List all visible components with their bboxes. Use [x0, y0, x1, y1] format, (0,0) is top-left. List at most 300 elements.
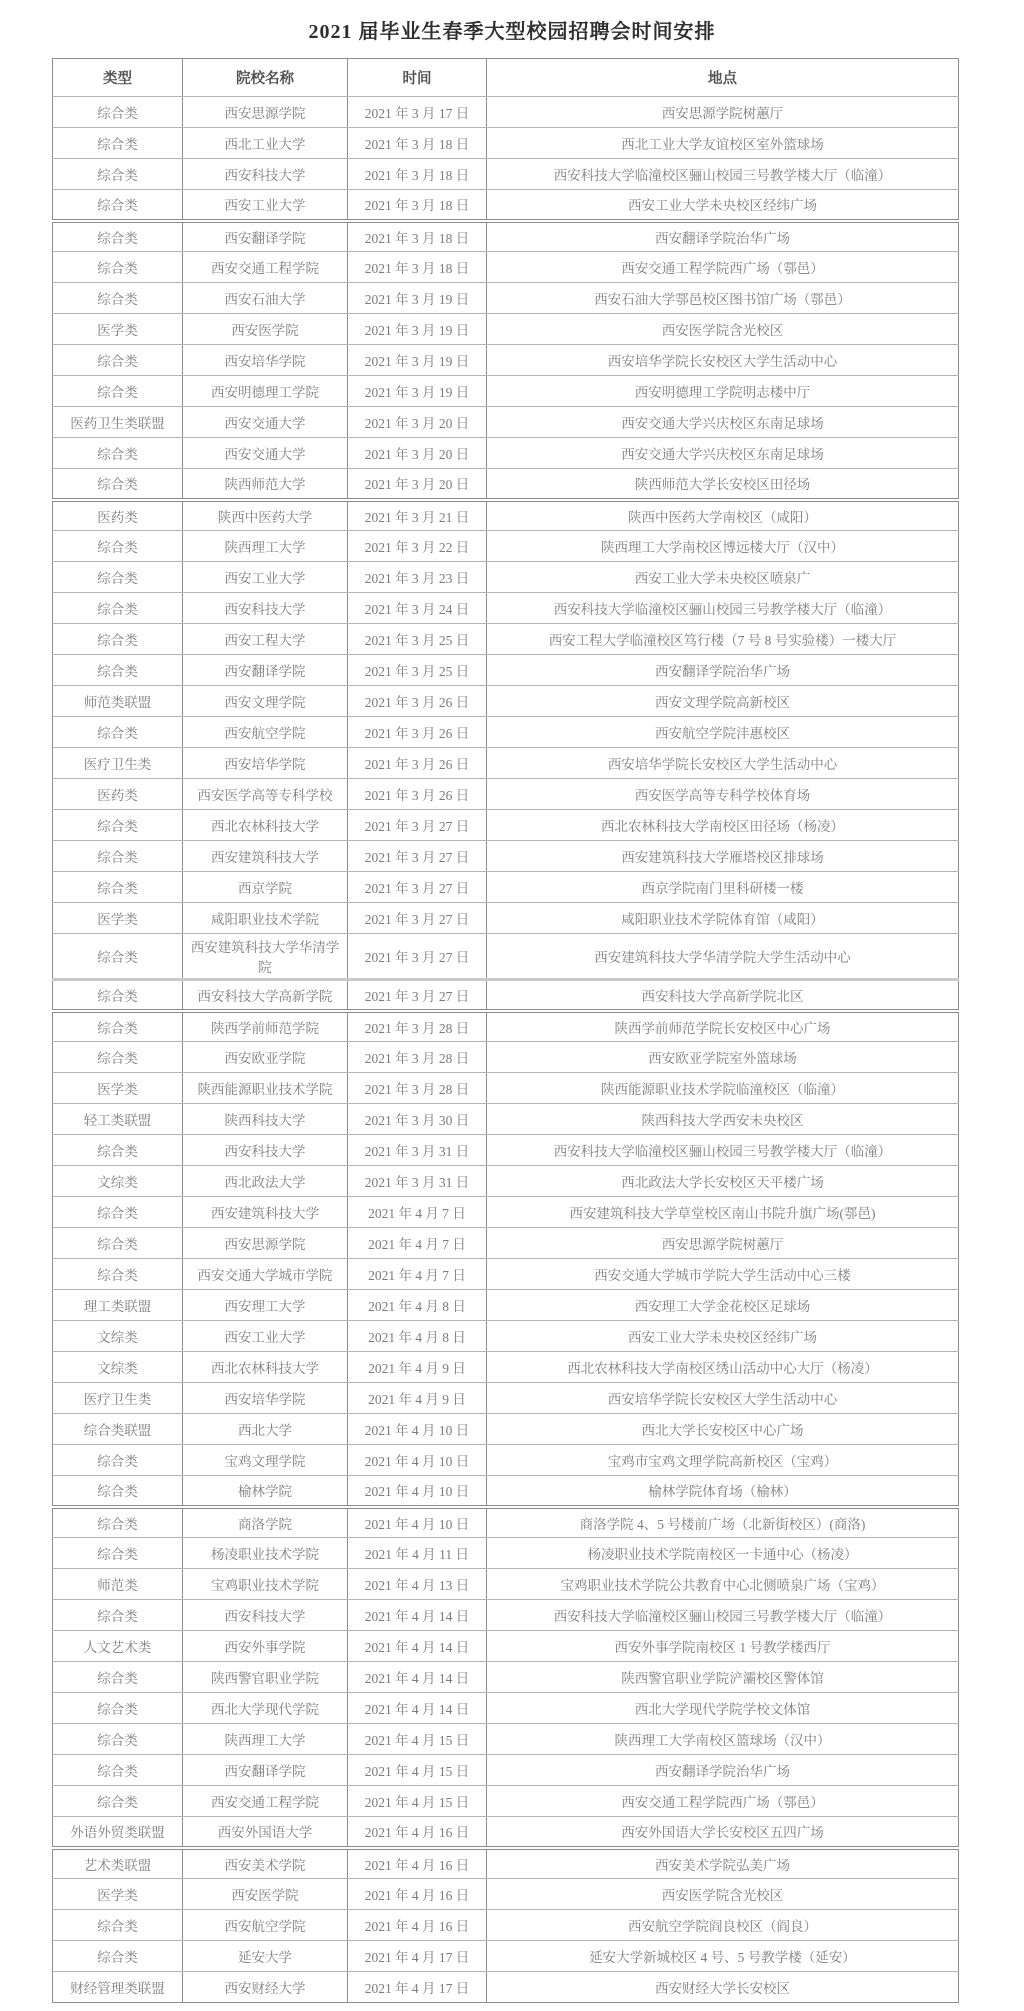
cell-date: 2021 年 4 月 8 日: [348, 1321, 487, 1352]
cell-date: 2021 年 4 月 17 日: [348, 1972, 487, 2003]
cell-school: 西北农林科技大学: [183, 810, 348, 841]
cell-school: 陕西理工大学: [183, 531, 348, 562]
cell-date: 2021 年 3 月 20 日: [348, 469, 487, 500]
cell-date: 2021 年 3 月 20 日: [348, 407, 487, 438]
cell-school: 西安交通工程学院: [183, 1786, 348, 1817]
table-row: [53, 1786, 959, 1817]
cell-date: 2021 年 3 月 24 日: [348, 593, 487, 624]
cell-place: 西安外国语大学长安校区五四广场: [487, 1817, 959, 1848]
cell-type: 医药类: [53, 779, 183, 810]
table-row: [53, 748, 959, 779]
cell-place: 西安文理学院高新校区: [487, 686, 959, 717]
cell-place: 西安美术学院弘美广场: [487, 1848, 959, 1879]
cell-date: 2021 年 4 月 9 日: [348, 1352, 487, 1383]
cell-date: 2021 年 3 月 18 日: [348, 190, 487, 221]
cell-type: 综合类: [53, 128, 183, 159]
table-row: [53, 980, 959, 1011]
cell-place: 西安培华学院长安校区大学生活动中心: [487, 1383, 959, 1414]
table-row: [53, 1228, 959, 1259]
cell-type: 综合类: [53, 1197, 183, 1228]
table-row: [53, 1104, 959, 1135]
cell-date: 2021 年 3 月 31 日: [348, 1135, 487, 1166]
cell-place: 宝鸡职业技术学院公共教育中心北侧喷泉广场（宝鸡）: [487, 1569, 959, 1600]
cell-place: 宝鸡市宝鸡文理学院高新校区（宝鸡）: [487, 1445, 959, 1476]
table-row: [53, 1538, 959, 1569]
cell-school: 西安培华学院: [183, 345, 348, 376]
cell-date: 2021 年 3 月 27 日: [348, 934, 487, 980]
table-row: [53, 1414, 959, 1445]
cell-school: 西北工业大学: [183, 128, 348, 159]
table-row: [53, 872, 959, 903]
cell-place: 西安交通工程学院西广场（鄠邑）: [487, 1786, 959, 1817]
cell-school: 延安大学: [183, 1941, 348, 1972]
cell-place: 西安工业大学未央校区经纬广场: [487, 1321, 959, 1352]
cell-date: 2021 年 3 月 19 日: [348, 376, 487, 407]
table-row: [53, 717, 959, 748]
cell-date: 2021 年 4 月 14 日: [348, 1662, 487, 1693]
cell-place: 榆林学院体育场（榆林）: [487, 1476, 959, 1507]
cell-school: 西安翻译学院: [183, 655, 348, 686]
cell-school: 西安外事学院: [183, 1631, 348, 1662]
cell-type: 医疗卫生类: [53, 748, 183, 779]
cell-type: 综合类: [53, 1042, 183, 1073]
cell-type: 综合类: [53, 872, 183, 903]
cell-date: 2021 年 4 月 14 日: [348, 1631, 487, 1662]
cell-place: 西北大学长安校区中心广场: [487, 1414, 959, 1445]
cell-place: 西安交通大学兴庆校区东南足球场: [487, 438, 959, 469]
cell-type: 综合类: [53, 1724, 183, 1755]
cell-type: 综合类: [53, 97, 183, 128]
cell-place: 商洛学院 4、5 号楼前广场（北新街校区）(商洛): [487, 1507, 959, 1538]
cell-place: 西北大学现代学院学校文体馆: [487, 1693, 959, 1724]
cell-place: 西安航空学院沣惠校区: [487, 717, 959, 748]
cell-school: 西北农林科技大学: [183, 1352, 348, 1383]
table-row: [53, 1135, 959, 1166]
table-body: [53, 97, 959, 2003]
table-row: [53, 469, 959, 500]
cell-school: 西安航空学院: [183, 717, 348, 748]
table-row: [53, 686, 959, 717]
cell-date: 2021 年 4 月 7 日: [348, 1228, 487, 1259]
table-row: [53, 562, 959, 593]
cell-place: 西安石油大学鄠邑校区图书馆广场（鄠邑）: [487, 283, 959, 314]
cell-date: 2021 年 4 月 16 日: [348, 1879, 487, 1910]
cell-school: 西安航空学院: [183, 1910, 348, 1941]
table-row: [53, 438, 959, 469]
table-row: [53, 1879, 959, 1910]
cell-date: 2021 年 4 月 13 日: [348, 1569, 487, 1600]
cell-type: 综合类: [53, 980, 183, 1011]
cell-place: 西安欧亚学院室外篮球场: [487, 1042, 959, 1073]
cell-place: 西安翻译学院治华广场: [487, 1755, 959, 1786]
cell-date: 2021 年 4 月 15 日: [348, 1786, 487, 1817]
table-row: [53, 1600, 959, 1631]
cell-place: 西安医学院含光校区: [487, 314, 959, 345]
cell-place: 西安明德理工学院明志楼中厅: [487, 376, 959, 407]
table-row: [53, 1972, 959, 2003]
cell-type: 外语外贸类联盟: [53, 1817, 183, 1848]
cell-place: 西安交通大学兴庆校区东南足球场: [487, 407, 959, 438]
column-header-school: 院校名称: [183, 59, 348, 97]
cell-place: 西安工程大学临潼校区笃行楼（7 号 8 号实验楼）一楼大厅: [487, 624, 959, 655]
cell-place: 西安交通大学城市学院大学生活动中心三楼: [487, 1259, 959, 1290]
cell-school: 榆林学院: [183, 1476, 348, 1507]
page-title: 2021 届毕业生春季大型校园招聘会时间安排: [308, 21, 716, 43]
cell-school: 西安科技大学: [183, 593, 348, 624]
cell-type: 综合类: [53, 934, 183, 980]
table-row: [53, 1259, 959, 1290]
cell-type: 理工类联盟: [53, 1290, 183, 1321]
cell-type: 综合类: [53, 1011, 183, 1042]
cell-place: 咸阳职业技术学院体育馆（咸阳）: [487, 903, 959, 934]
cell-date: 2021 年 4 月 9 日: [348, 1383, 487, 1414]
cell-type: 医药类: [53, 500, 183, 531]
cell-place: 西安交通工程学院西广场（鄠邑）: [487, 252, 959, 283]
cell-place: 杨凌职业技术学院南校区一卡通中心（杨凌）: [487, 1538, 959, 1569]
table-row: [53, 1631, 959, 1662]
cell-date: 2021 年 3 月 27 日: [348, 903, 487, 934]
cell-date: 2021 年 3 月 18 日: [348, 159, 487, 190]
header-row: [53, 59, 959, 97]
cell-type: 综合类: [53, 593, 183, 624]
table-row: [53, 1941, 959, 1972]
cell-date: 2021 年 4 月 14 日: [348, 1693, 487, 1724]
cell-date: 2021 年 3 月 18 日: [348, 128, 487, 159]
cell-place: 西安外事学院南校区 1 号教学楼西厅: [487, 1631, 959, 1662]
cell-date: 2021 年 3 月 26 日: [348, 686, 487, 717]
cell-type: 综合类: [53, 841, 183, 872]
cell-date: 2021 年 4 月 7 日: [348, 1197, 487, 1228]
cell-date: 2021 年 3 月 18 日: [348, 252, 487, 283]
cell-school: 陕西科技大学: [183, 1104, 348, 1135]
cell-school: 西安培华学院: [183, 1383, 348, 1414]
cell-school: 西安建筑科技大学: [183, 841, 348, 872]
cell-type: 艺术类联盟: [53, 1848, 183, 1879]
table-row: [53, 345, 959, 376]
cell-type: 综合类: [53, 1693, 183, 1724]
table-row: [53, 376, 959, 407]
cell-school: 西安交通大学: [183, 407, 348, 438]
cell-school: 陕西中医药大学: [183, 500, 348, 531]
cell-date: 2021 年 4 月 15 日: [348, 1724, 487, 1755]
cell-school: 西安美术学院: [183, 1848, 348, 1879]
table-row: [53, 1290, 959, 1321]
cell-school: 西安财经大学: [183, 1972, 348, 2003]
cell-date: 2021 年 3 月 28 日: [348, 1073, 487, 1104]
cell-place: 西安医学院含光校区: [487, 1879, 959, 1910]
table-row: [53, 841, 959, 872]
table-row: [53, 190, 959, 221]
cell-type: 综合类联盟: [53, 1414, 183, 1445]
cell-date: 2021 年 3 月 19 日: [348, 345, 487, 376]
cell-type: 综合类: [53, 1600, 183, 1631]
cell-place: 西京学院南门里科研楼一楼: [487, 872, 959, 903]
cell-date: 2021 年 4 月 8 日: [348, 1290, 487, 1321]
cell-place: 西安建筑科技大学华清学院大学生活动中心: [487, 934, 959, 980]
cell-type: 综合类: [53, 1755, 183, 1786]
cell-date: 2021 年 3 月 28 日: [348, 1042, 487, 1073]
cell-place: 西安科技大学临潼校区骊山校园三号教学楼大厅（临潼）: [487, 159, 959, 190]
cell-type: 综合类: [53, 1476, 183, 1507]
cell-type: 综合类: [53, 283, 183, 314]
cell-school: 西安培华学院: [183, 748, 348, 779]
cell-school: 西安科技大学: [183, 1600, 348, 1631]
cell-type: 综合类: [53, 1259, 183, 1290]
cell-date: 2021 年 3 月 30 日: [348, 1104, 487, 1135]
table-row: [53, 903, 959, 934]
cell-date: 2021 年 4 月 16 日: [348, 1817, 487, 1848]
cell-type: 综合类: [53, 1135, 183, 1166]
cell-type: 医药卫生类联盟: [53, 407, 183, 438]
cell-type: 综合类: [53, 562, 183, 593]
cell-place: 西安工业大学未央校区经纬广场: [487, 190, 959, 221]
table-row: [53, 1755, 959, 1786]
cell-place: 西北政法大学长安校区天平楼广场: [487, 1166, 959, 1197]
table-row: [53, 407, 959, 438]
table-row: [53, 128, 959, 159]
cell-school: 西安思源学院: [183, 97, 348, 128]
cell-date: 2021 年 3 月 27 日: [348, 980, 487, 1011]
cell-type: 综合类: [53, 190, 183, 221]
cell-place: 陕西学前师范学院长安校区中心广场: [487, 1011, 959, 1042]
cell-place: 陕西科技大学西安未央校区: [487, 1104, 959, 1135]
cell-date: 2021 年 4 月 17 日: [348, 1941, 487, 1972]
cell-school: 西安文理学院: [183, 686, 348, 717]
cell-place: 西安科技大学临潼校区骊山校园三号教学楼大厅（临潼）: [487, 593, 959, 624]
cell-school: 陕西警官职业学院: [183, 1662, 348, 1693]
cell-school: 西北政法大学: [183, 1166, 348, 1197]
table-row: [53, 314, 959, 345]
table-row: [53, 221, 959, 252]
table-row: [53, 1724, 959, 1755]
cell-date: 2021 年 3 月 26 日: [348, 779, 487, 810]
table-row: [53, 283, 959, 314]
cell-type: 文综类: [53, 1352, 183, 1383]
cell-type: 综合类: [53, 1228, 183, 1259]
cell-date: 2021 年 3 月 26 日: [348, 717, 487, 748]
table-row: [53, 1817, 959, 1848]
table-row: [53, 1352, 959, 1383]
cell-date: 2021 年 3 月 23 日: [348, 562, 487, 593]
table-row: [53, 1507, 959, 1538]
cell-school: 西安医学高等专科学校: [183, 779, 348, 810]
table-row: [53, 1662, 959, 1693]
cell-type: 医学类: [53, 903, 183, 934]
cell-school: 西安翻译学院: [183, 1755, 348, 1786]
cell-date: 2021 年 4 月 15 日: [348, 1755, 487, 1786]
cell-school: 西安理工大学: [183, 1290, 348, 1321]
table-row: [53, 1445, 959, 1476]
cell-school: 西安科技大学: [183, 1135, 348, 1166]
cell-place: 西安思源学院树蕙厅: [487, 1228, 959, 1259]
cell-place: 陕西师范大学长安校区田径场: [487, 469, 959, 500]
table-row: [53, 810, 959, 841]
table-row: [53, 593, 959, 624]
cell-date: 2021 年 3 月 26 日: [348, 748, 487, 779]
table-row: [53, 1476, 959, 1507]
cell-date: 2021 年 4 月 16 日: [348, 1848, 487, 1879]
cell-place: 西安翻译学院治华广场: [487, 655, 959, 686]
cell-type: 综合类: [53, 810, 183, 841]
table-row: [53, 1073, 959, 1104]
cell-school: 陕西师范大学: [183, 469, 348, 500]
cell-type: 综合类: [53, 252, 183, 283]
cell-school: 西安科技大学高新学院: [183, 980, 348, 1011]
cell-place: 西安科技大学高新学院北区: [487, 980, 959, 1011]
cell-date: 2021 年 4 月 16 日: [348, 1910, 487, 1941]
cell-type: 综合类: [53, 438, 183, 469]
cell-school: 西安工业大学: [183, 190, 348, 221]
table-row: [53, 1569, 959, 1600]
table-row: [53, 1910, 959, 1941]
cell-place: 延安大学新城校区 4 号、5 号教学楼（延安）: [487, 1941, 959, 1972]
cell-type: 综合类: [53, 655, 183, 686]
cell-date: 2021 年 3 月 21 日: [348, 500, 487, 531]
cell-type: 师范类联盟: [53, 686, 183, 717]
cell-date: 2021 年 3 月 19 日: [348, 283, 487, 314]
cell-school: 西安石油大学: [183, 283, 348, 314]
cell-date: 2021 年 3 月 31 日: [348, 1166, 487, 1197]
cell-school: 西安建筑科技大学华清学院: [183, 934, 348, 980]
cell-date: 2021 年 4 月 14 日: [348, 1600, 487, 1631]
cell-date: 2021 年 3 月 17 日: [348, 97, 487, 128]
cell-school: 西安交通工程学院: [183, 252, 348, 283]
cell-school: 西安欧亚学院: [183, 1042, 348, 1073]
cell-place: 陕西能源职业技术学院临潼校区（临潼）: [487, 1073, 959, 1104]
cell-school: 陕西理工大学: [183, 1724, 348, 1755]
table-row: [53, 655, 959, 686]
cell-type: 综合类: [53, 376, 183, 407]
cell-type: 综合类: [53, 1910, 183, 1941]
cell-date: 2021 年 3 月 25 日: [348, 655, 487, 686]
table-row: [53, 97, 959, 128]
cell-date: 2021 年 4 月 10 日: [348, 1414, 487, 1445]
cell-type: 综合类: [53, 1941, 183, 1972]
cell-school: 商洛学院: [183, 1507, 348, 1538]
table-row: [53, 531, 959, 562]
cell-date: 2021 年 3 月 28 日: [348, 1011, 487, 1042]
cell-type: 师范类: [53, 1569, 183, 1600]
cell-school: 西安工程大学: [183, 624, 348, 655]
cell-school: 杨凌职业技术学院: [183, 1538, 348, 1569]
table-row: [53, 252, 959, 283]
cell-school: 西安工业大学: [183, 562, 348, 593]
cell-type: 综合类: [53, 221, 183, 252]
table-row: [53, 1042, 959, 1073]
cell-date: 2021 年 3 月 22 日: [348, 531, 487, 562]
cell-date: 2021 年 3 月 27 日: [348, 841, 487, 872]
cell-type: 综合类: [53, 159, 183, 190]
table-row: [53, 1693, 959, 1724]
column-header-date: 时间: [348, 59, 487, 97]
cell-place: 陕西中医药大学南校区（咸阳）: [487, 500, 959, 531]
cell-place: 西安理工大学金花校区足球场: [487, 1290, 959, 1321]
cell-school: 西北大学: [183, 1414, 348, 1445]
table-row: [53, 1197, 959, 1228]
cell-type: 文综类: [53, 1321, 183, 1352]
cell-type: 综合类: [53, 1507, 183, 1538]
cell-place: 西安翻译学院治华广场: [487, 221, 959, 252]
cell-date: 2021 年 3 月 27 日: [348, 810, 487, 841]
cell-date: 2021 年 3 月 25 日: [348, 624, 487, 655]
table-row: [53, 779, 959, 810]
cell-type: 综合类: [53, 345, 183, 376]
cell-school: 西安医学院: [183, 314, 348, 345]
cell-date: 2021 年 4 月 7 日: [348, 1259, 487, 1290]
cell-place: 西安培华学院长安校区大学生活动中心: [487, 345, 959, 376]
cell-place: 西安航空学院阎良校区（阎良）: [487, 1910, 959, 1941]
cell-type: 轻工类联盟: [53, 1104, 183, 1135]
cell-school: 西安交通大学: [183, 438, 348, 469]
cell-type: 医学类: [53, 1073, 183, 1104]
cell-place: 西北农林科技大学南校区田径场（杨凌）: [487, 810, 959, 841]
cell-type: 综合类: [53, 469, 183, 500]
cell-place: 西安财经大学长安校区: [487, 1972, 959, 2003]
cell-school: 西安医学院: [183, 1879, 348, 1910]
cell-school: 西安科技大学: [183, 159, 348, 190]
cell-place: 陕西警官职业学院浐灞校区警体馆: [487, 1662, 959, 1693]
cell-place: 西北农林科技大学南校区绣山活动中心大厅（杨凌）: [487, 1352, 959, 1383]
cell-school: 西京学院: [183, 872, 348, 903]
table-row: [53, 1011, 959, 1042]
cell-type: 综合类: [53, 1662, 183, 1693]
cell-school: 西北大学现代学院: [183, 1693, 348, 1724]
cell-type: 医学类: [53, 314, 183, 345]
cell-school: 陕西学前师范学院: [183, 1011, 348, 1042]
cell-place: 西安工业大学未央校区喷泉广: [487, 562, 959, 593]
cell-school: 西安明德理工学院: [183, 376, 348, 407]
table-row: [53, 1383, 959, 1414]
cell-place: 西安思源学院树蕙厅: [487, 97, 959, 128]
cell-type: 医疗卫生类: [53, 1383, 183, 1414]
table-row: [53, 934, 959, 980]
cell-date: 2021 年 3 月 20 日: [348, 438, 487, 469]
column-header-type: 类型: [53, 59, 183, 97]
cell-school: 西安思源学院: [183, 1228, 348, 1259]
cell-school: 西安翻译学院: [183, 221, 348, 252]
table-row: [53, 1166, 959, 1197]
cell-school: 西安交通大学城市学院: [183, 1259, 348, 1290]
table-row: [53, 1848, 959, 1879]
cell-school: 宝鸡职业技术学院: [183, 1569, 348, 1600]
cell-place: 西安建筑科技大学草堂校区南山书院升旗广场(鄠邑): [487, 1197, 959, 1228]
cell-school: 咸阳职业技术学院: [183, 903, 348, 934]
cell-type: 综合类: [53, 624, 183, 655]
cell-type: 综合类: [53, 1445, 183, 1476]
cell-school: 西安建筑科技大学: [183, 1197, 348, 1228]
cell-school: 宝鸡文理学院: [183, 1445, 348, 1476]
schedule-table: [52, 58, 959, 2003]
cell-place: 西安培华学院长安校区大学生活动中心: [487, 748, 959, 779]
table-row: [53, 624, 959, 655]
cell-place: 西安医学高等专科学校体育场: [487, 779, 959, 810]
table-row: [53, 159, 959, 190]
cell-date: 2021 年 3 月 27 日: [348, 872, 487, 903]
cell-type: 综合类: [53, 1786, 183, 1817]
table-row: [53, 500, 959, 531]
cell-place: 西安建筑科技大学雁塔校区排球场: [487, 841, 959, 872]
cell-type: 医学类: [53, 1879, 183, 1910]
cell-type: 人文艺术类: [53, 1631, 183, 1662]
table-header: [53, 59, 959, 97]
table-row: [53, 1321, 959, 1352]
cell-type: 综合类: [53, 531, 183, 562]
cell-place: 西安科技大学临潼校区骊山校园三号教学楼大厅（临潼）: [487, 1600, 959, 1631]
cell-date: 2021 年 3 月 19 日: [348, 314, 487, 345]
cell-place: 陕西理工大学南校区博远楼大厅（汉中）: [487, 531, 959, 562]
cell-date: 2021 年 4 月 11 日: [348, 1538, 487, 1569]
cell-school: 西安外国语大学: [183, 1817, 348, 1848]
